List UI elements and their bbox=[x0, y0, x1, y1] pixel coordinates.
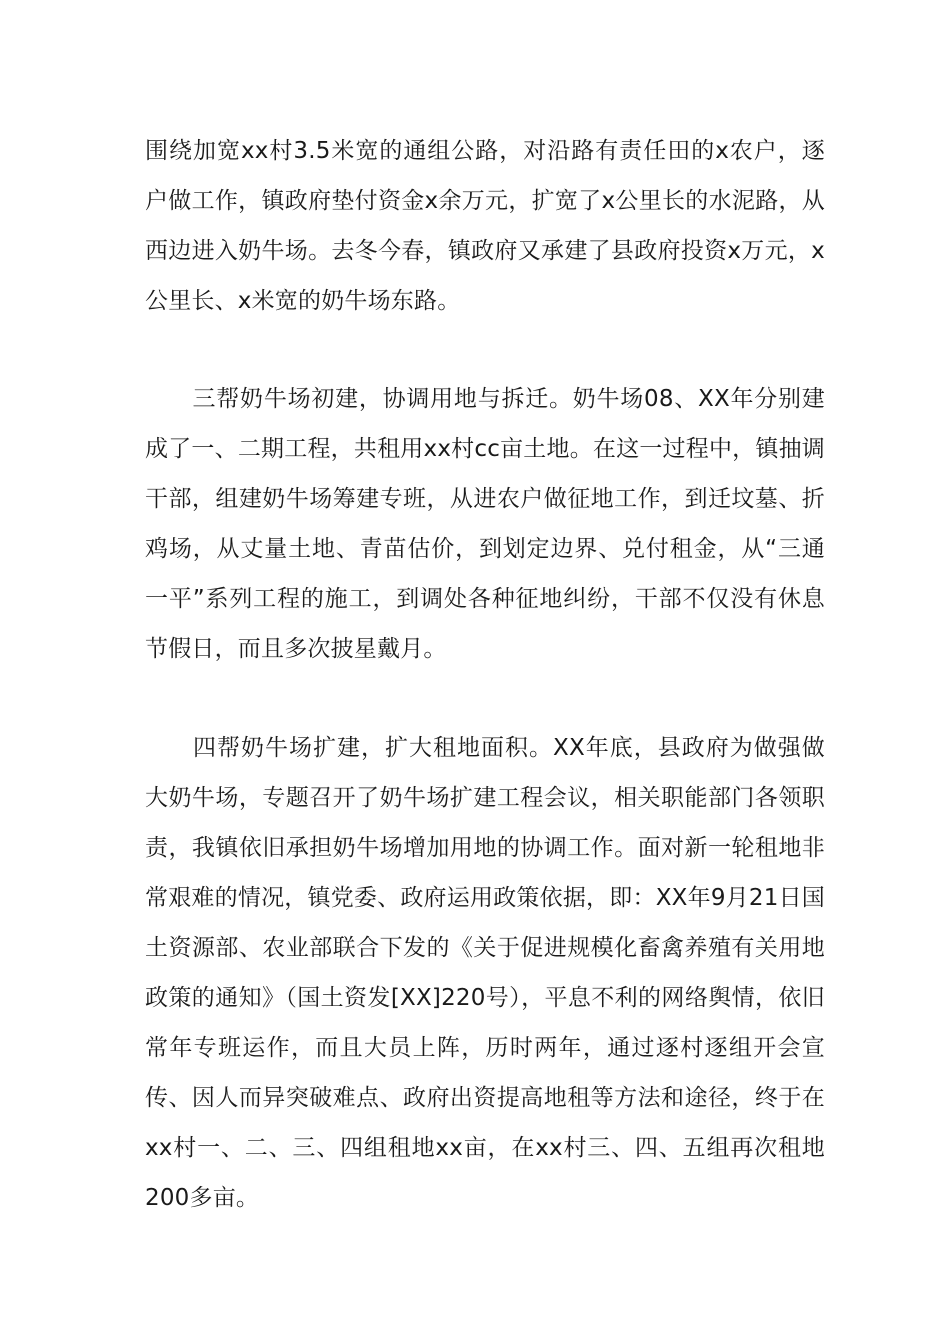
paragraph-expansion: 四帮奶牛场扩建，扩大租地面积。XX年底，县政府为做强做大奶牛场，专题召开了奶牛场扩建工程会议，相关职能部门各领职责，我镇依旧承担奶牛场增加用地的协调工作。面对新一轮租地非常艰难的情况，镇党委、政府运用政策依据，即：XX年9月21日国土资源部、农业部联合下发的《关于促进规模化畜禽养殖有关用地政策的通知》（国土资发[XX]220号），平息不利的网络舆情，依旧常年专班运作，而且大员上阵，历时两年，通过逐村逐组开会宣传、因人而异突破难点、政府出资提高地租等方法和途径，终于在xx村一、二、三、四组租地xx亩，在xx村三、四、五组再次租地200多亩。 bbox=[145, 735, 825, 1211]
paragraph-initial-construction: 三帮奶牛场初建，协调用地与拆迁。奶牛场08、XX年分别建成了一、二期工程，共租用xx村cc亩土地。在这一过程中，镇抽调干部，组建奶牛场筹建专班，从进农户做征地工作，到迁坟墓、折鸡场，从丈量土地、青苗估价，到划定边界、兑付租金，从“三通一平”系列工程的施工，到调处各种征地纠纷，干部不仅没有休息节假日，而且多次披星戴月。 bbox=[145, 386, 825, 662]
paragraph-road-widening: 围绕加宽xx村3.5米宽的通组公路，对沿路有责任田的x农户，逐户做工作，镇政府垫付资金x余万元，扩宽了x公里长的水泥路，从西边进入奶牛场。去冬今春，镇政府又承建了县政府投资x万元，x公里长、x米宽的奶牛场东路。 bbox=[145, 138, 825, 314]
